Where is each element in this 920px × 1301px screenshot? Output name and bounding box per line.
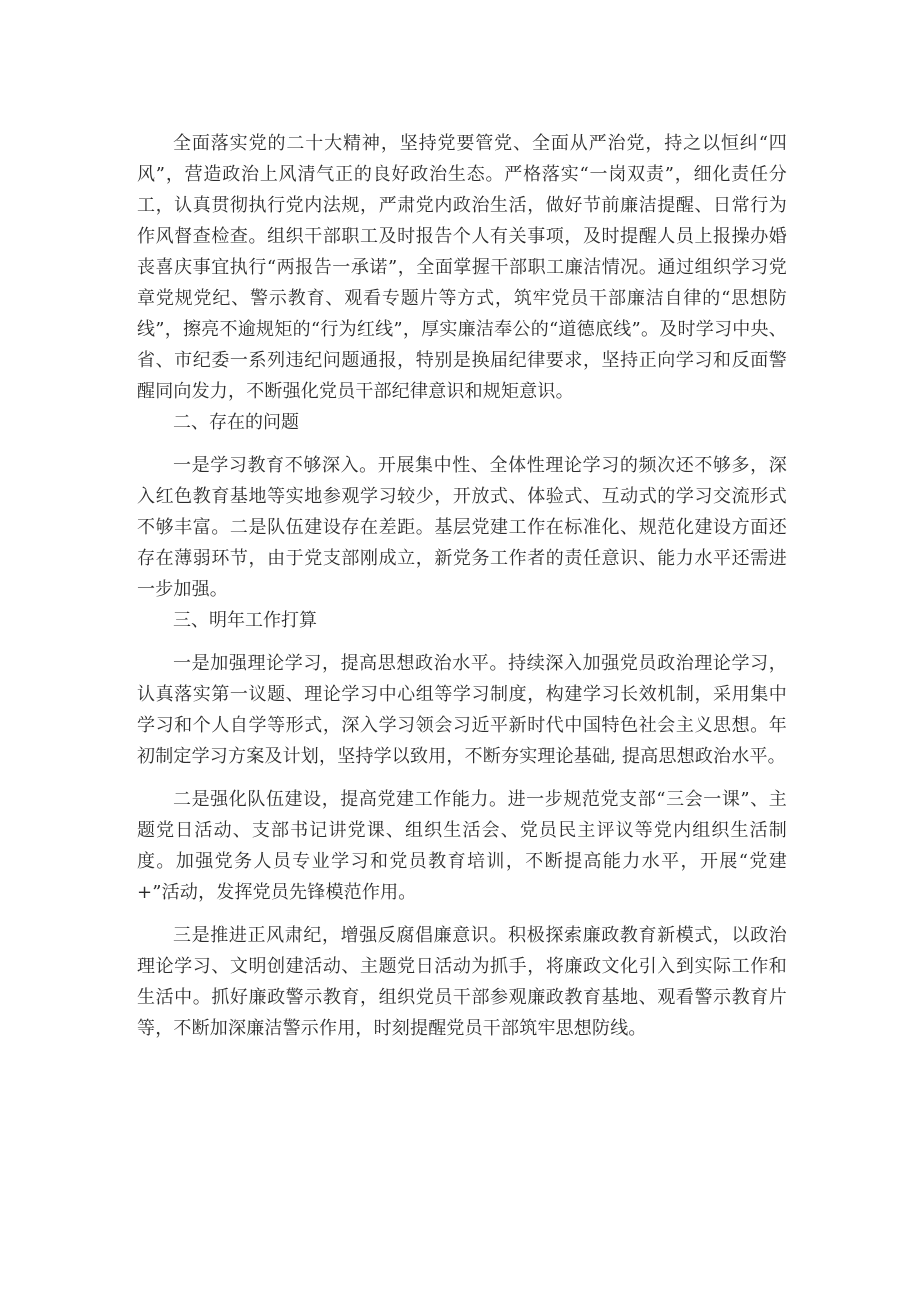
- section-heading-problems: 二、存在的问题: [173, 412, 299, 433]
- paragraph-plan-team-building: 二是强化队伍建设，提高党建工作能力。进一步规范党支部“三会一课”、主题党日活动、支部书记讲党课、组织生活会、党员民主评议等党内组织生活制度。加强党务人员专业学习和党员教育培训，不断提高能力水平，开展“党建+”活动，发挥党员先锋模范作用。: [137, 789, 787, 903]
- paragraph-problems: 一是学习教育不够深入。开展集中性、全体性理论学习的频次还不够多，深入红色教育基地等实地参观学习较少，开放式、体验式、互动式的学习交流形式不够丰富。二是队伍建设存在差距。基层党建工作在标准化、规范化建设方面还存在薄弱环节，由于党支部刚成立，新党务工作者的责任意识、能力水平还需进一步加强。: [137, 455, 787, 600]
- section-heading-next-year-plan: 三、明年工作打算: [173, 610, 317, 631]
- paragraph-plan-theory-study: 一是加强理论学习，提高思想政治水平。持续深入加强党员政治理论学习，认真落实第一议题、理论学习中心组等学习制度，构建学习长效机制，采用集中学习和个人自学等形式，深入学习领会习近平新时代中国特色社会主义思想。年初制定学习方案及计划，坚持学以致用，不断夯实理论基础, 提高思想政治水平。: [137, 653, 787, 767]
- document-page: [137, 128, 787, 1044]
- paragraph-discipline: 全面落实党的二十大精神，坚持党要管党、全面从严治党，持之以恒纠“四风”，营造政治上风清气正的良好政治生态。严格落实“一岗双责”，细化责任分工，认真贯彻执行党内法规，严肃党内政治生活，做好节前廉洁提醒、日常行为作风督查检查。组织干部职工及时报告个人有关事项，及时提醒人员上报操办婚丧喜庆事宜执行“两报告一承诺”，全面掌握干部职工廉洁情况。通过组织学习党章党规党纪、警示教育、观看专题片等方式，筑牢党员干部廉洁自律的“思想防线”，擦亮不逾规矩的“行为红线”，厚实廉洁奉公的“道德底线”。及时学习中央、省、市纪委一系列违纪问题通报，特别是换届纪律要求，坚持正向学习和反面警醒同向发力，不断强化党员干部纪律意识和规矩意识。: [137, 133, 787, 402]
- paragraph-plan-anti-corruption: 三是推进正风肃纪，增强反腐倡廉意识。积极探索廉政教育新模式，以政治理论学习、文明创建活动、主题党日活动为抓手，将廉政文化引入到实际工作和生活中。抓好廉政警示教育，组织党员干部参观廉政教育基地、观看警示教育片等，不断加深廉洁警示作用，时刻提醒党员干部筑牢思想防线。: [137, 925, 787, 1039]
